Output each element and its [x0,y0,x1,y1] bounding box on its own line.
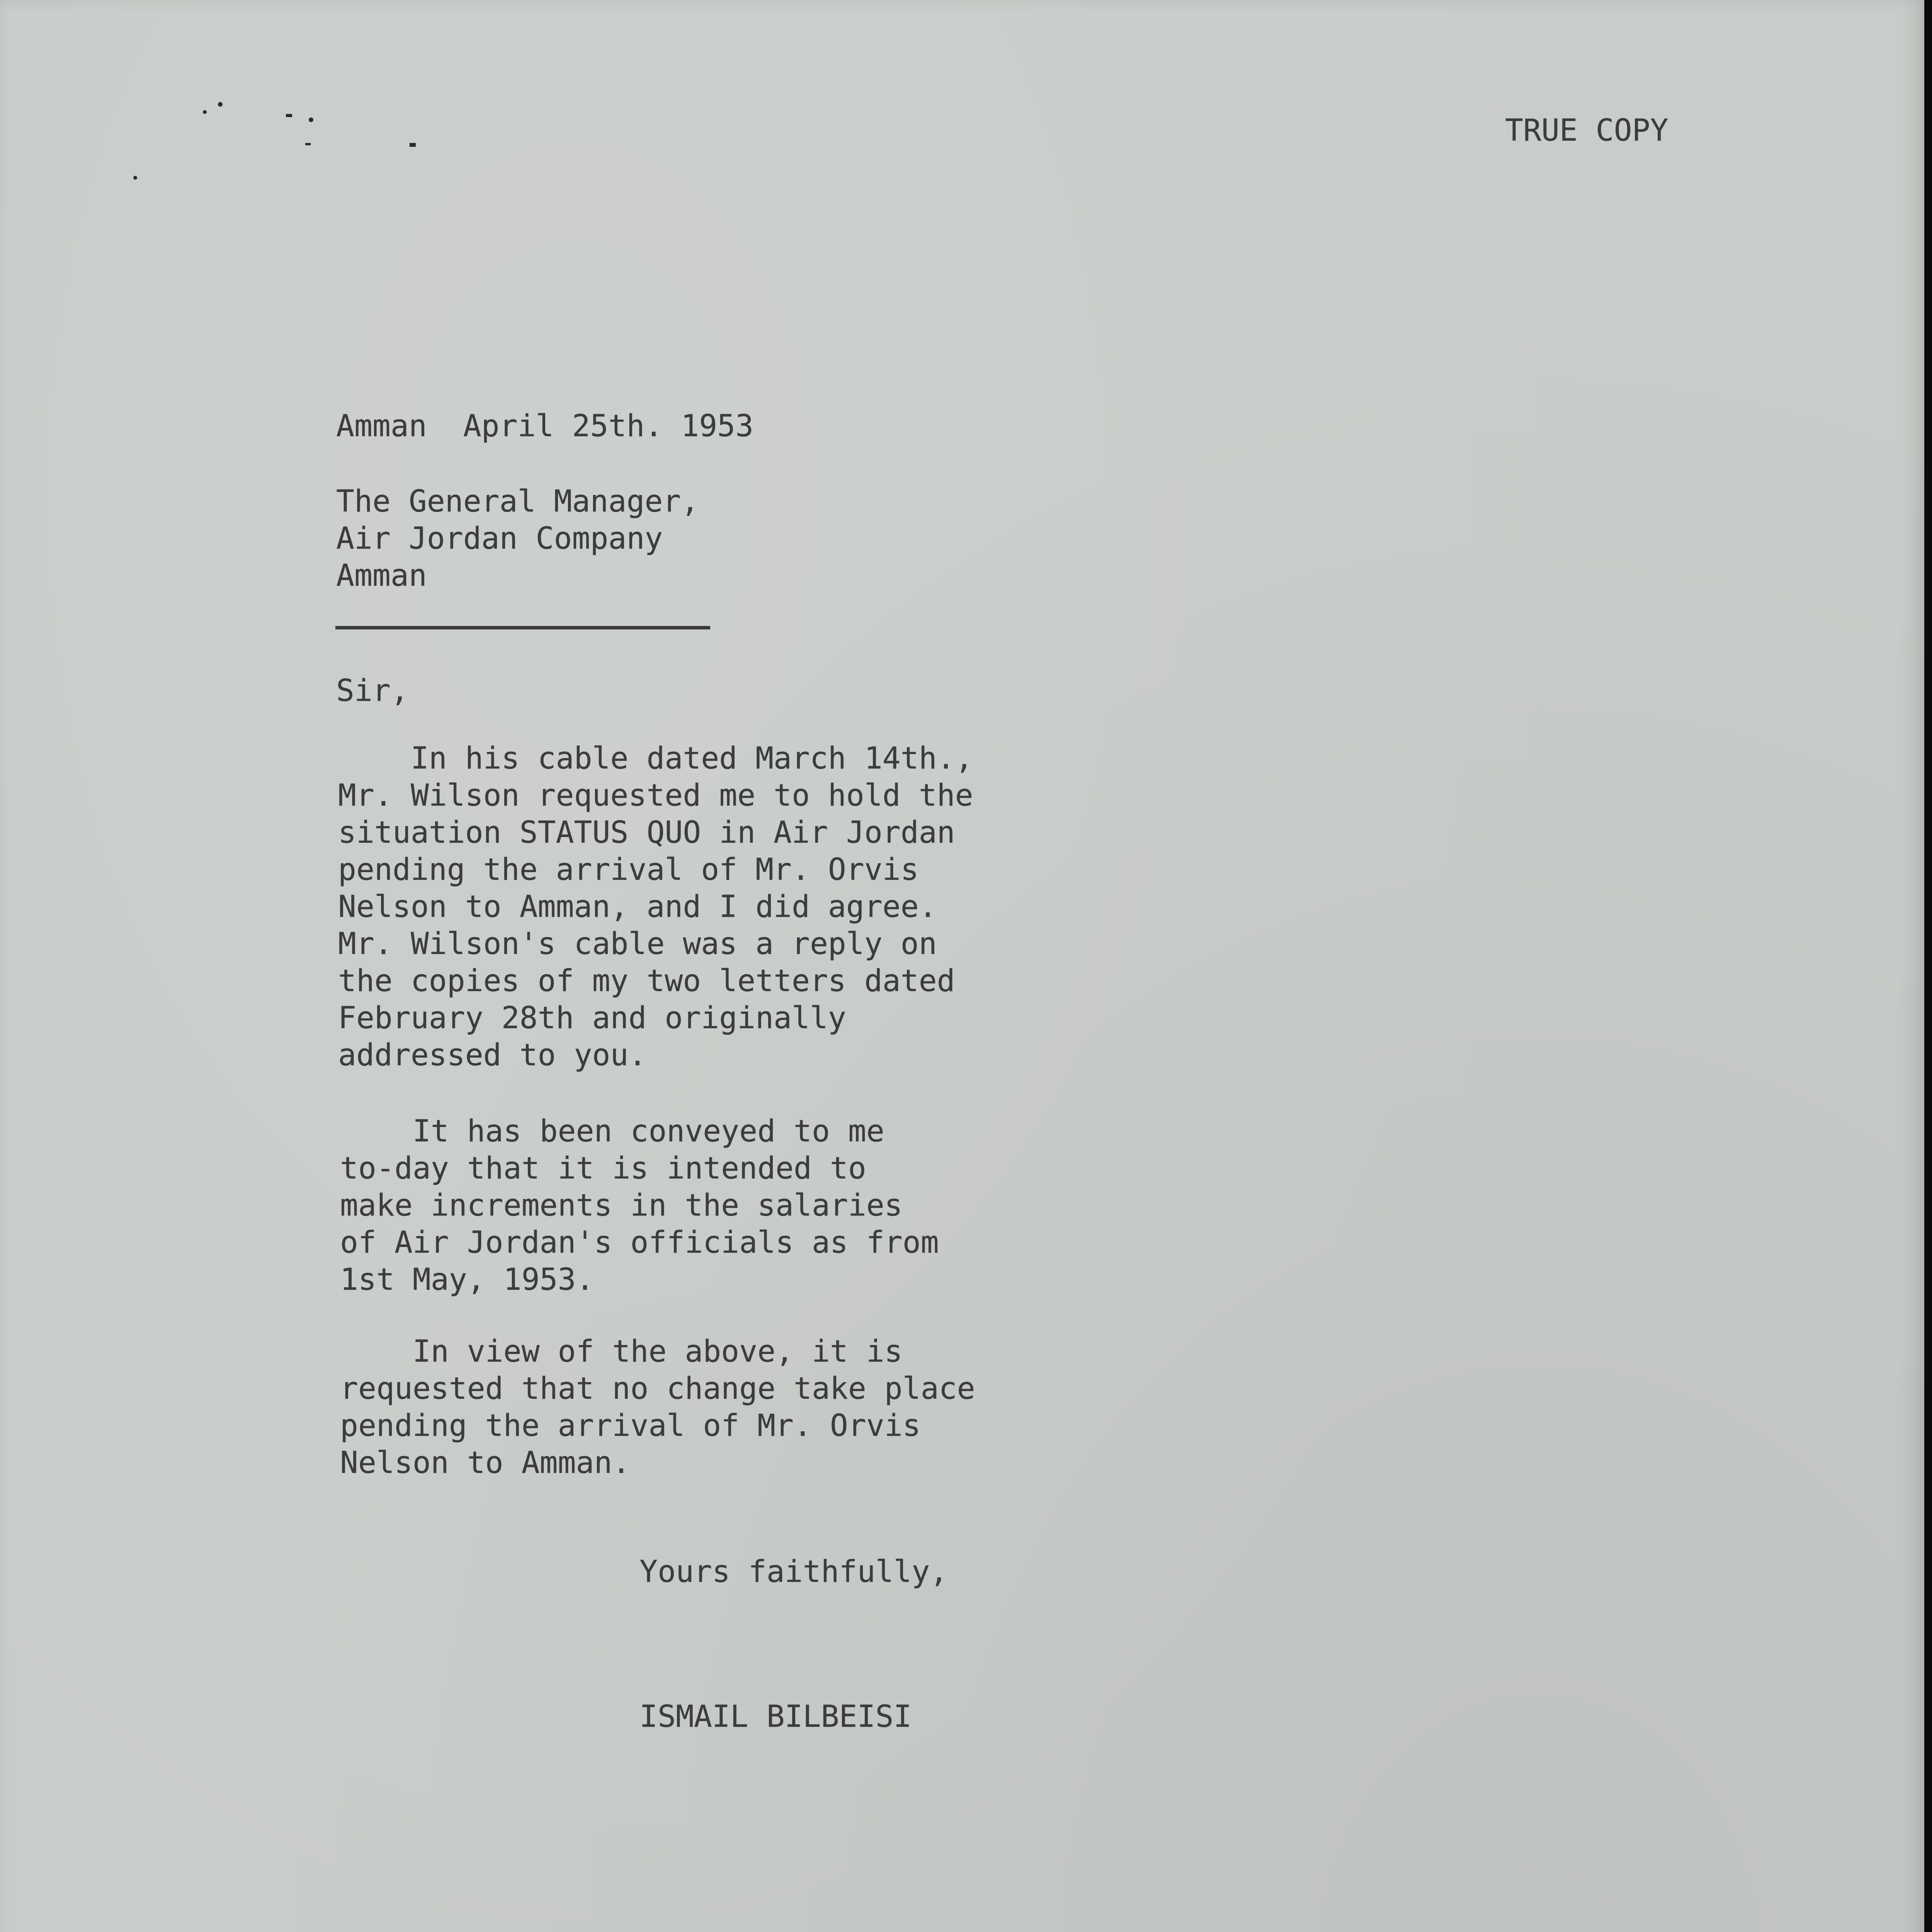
body-paragraph-1 [338,740,973,1074]
paragraph-line: make increments in the salaries [340,1188,903,1223]
paragraph-line: requested that no change take place [340,1371,975,1406]
paragraph-line: It has been conveyed to me [340,1114,884,1149]
paragraph-line: of Air Jordan's officials as from [340,1225,939,1260]
paragraph-line: 1st May, 1953. [340,1262,594,1297]
addressee-divider [335,626,710,629]
complimentary-close: Yours faithfully, [639,1554,948,1589]
paragraph-line: Mr. Wilson's cable was a reply on [338,927,937,961]
paragraph-line: pending the arrival of Mr. Orvis [340,1408,921,1443]
paragraph-line: the copies of my two letters dated [338,964,955,998]
paragraph-line: to-day that it is intended to [340,1151,866,1186]
paragraph-line: February 28th and originally [338,1001,846,1036]
paragraph-line: In view of the above, it is [340,1334,903,1369]
addressee-line: Air Jordan Company [336,521,663,556]
addressee-line: Amman [336,558,427,593]
paragraph-line: Nelson to Amman. [340,1446,631,1480]
paragraph-line: situation STATUS QUO in Air Jordan [338,815,955,850]
paragraph-line: In his cable dated March 14th., [338,741,973,776]
body-paragraph-3 [340,1333,975,1481]
paragraph-line: Mr. Wilson requested me to hold the [338,778,973,813]
salutation: Sir, [336,673,409,708]
paper-specks [128,93,437,193]
addressee-block [336,483,699,594]
body-paragraph-2 [340,1113,939,1298]
paragraph-line: addressed to you. [338,1038,647,1073]
letter-dateline: Amman April 25th. 1953 [336,409,754,444]
true-copy-mark: TRUE COPY [1505,113,1668,148]
paragraph-line: pending the arrival of Mr. Orvis [338,852,919,887]
signer-name: ISMAIL BILBEISI [639,1699,912,1734]
paragraph-line: Nelson to Amman, and I did agree. [338,889,937,924]
addressee-line: The General Manager, [336,484,699,519]
